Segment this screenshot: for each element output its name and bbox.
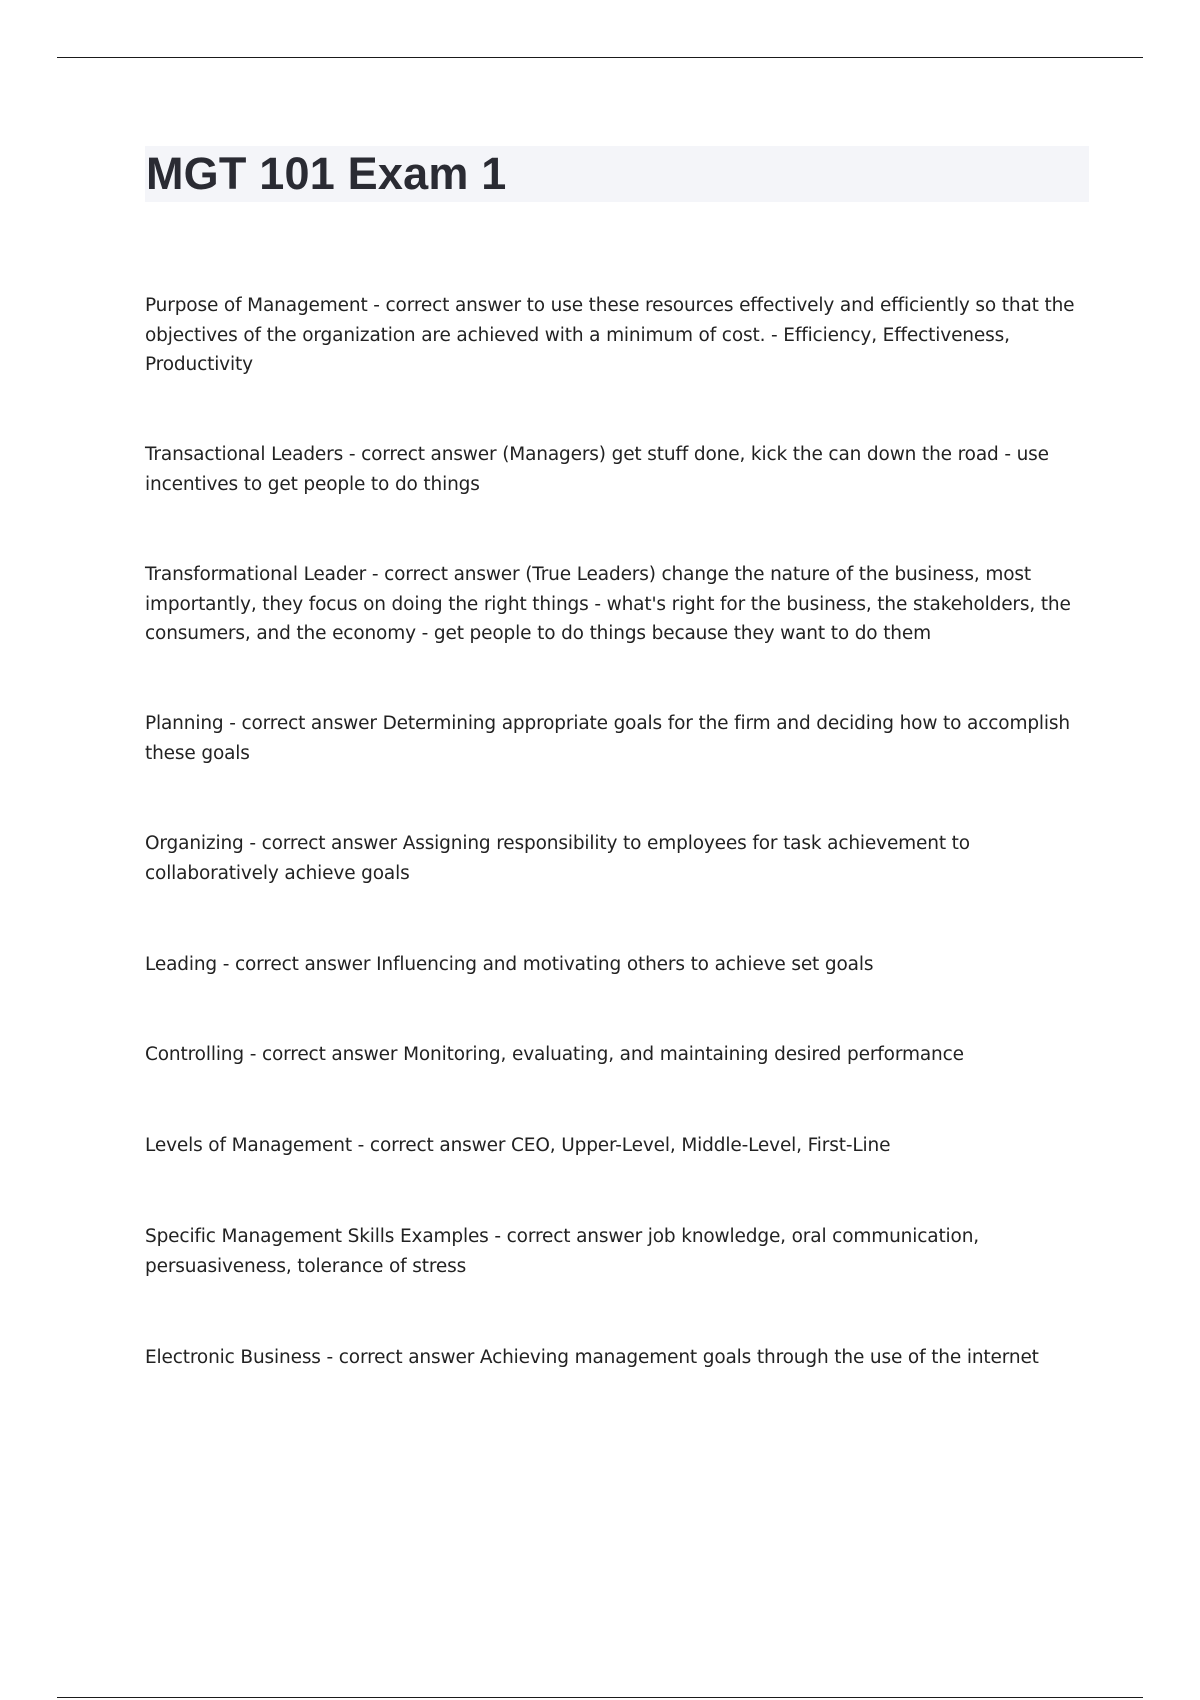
bottom-divider (57, 1697, 1143, 1698)
page-title: MGT 101 Exam 1 (146, 148, 507, 199)
flashcard-entry: Transformational Leader - correct answer (True Leaders) change the nature of the business, most importantly, they focus on doing the right things - what's right for the business, the stakeholders, the consumers, and the economy - get people to do things because they want to do them (145, 564, 1071, 644)
flashcard-entry: Levels of Management - correct answer CEO, Upper-Level, Middle-Level, First-Line (145, 1135, 891, 1156)
flashcard-entry: Electronic Business - correct answer Achieving management goals through the use of the internet (145, 1347, 1039, 1368)
top-divider (57, 57, 1143, 58)
flashcard-entry: Leading - correct answer Influencing and motivating others to achieve set goals (145, 954, 874, 975)
flashcard-entry: Planning - correct answer Determining appropriate goals for the firm and deciding how to accomplish these goals (145, 713, 1070, 764)
flashcard-entry: Controlling - correct answer Monitoring, evaluating, and maintaining desired performance (145, 1044, 964, 1065)
flashcard-entry: Transactional Leaders - correct answer (Managers) get stuff done, kick the can down the road - use incentives to get people to do things (145, 444, 1049, 495)
flashcard-entry: Specific Management Skills Examples - correct answer job knowledge, oral communication, persuasiveness, tolerance of stress (145, 1226, 980, 1277)
flashcard-entry: Purpose of Management - correct answer to use these resources effectively and efficiently so that the objectives of the organization are achieved with a minimum of cost. - Efficiency, Effectiveness, Productivity (145, 295, 1075, 375)
flashcard-entry: Organizing - correct answer Assigning responsibility to employees for task achievement to collaboratively achieve goals (145, 833, 970, 884)
